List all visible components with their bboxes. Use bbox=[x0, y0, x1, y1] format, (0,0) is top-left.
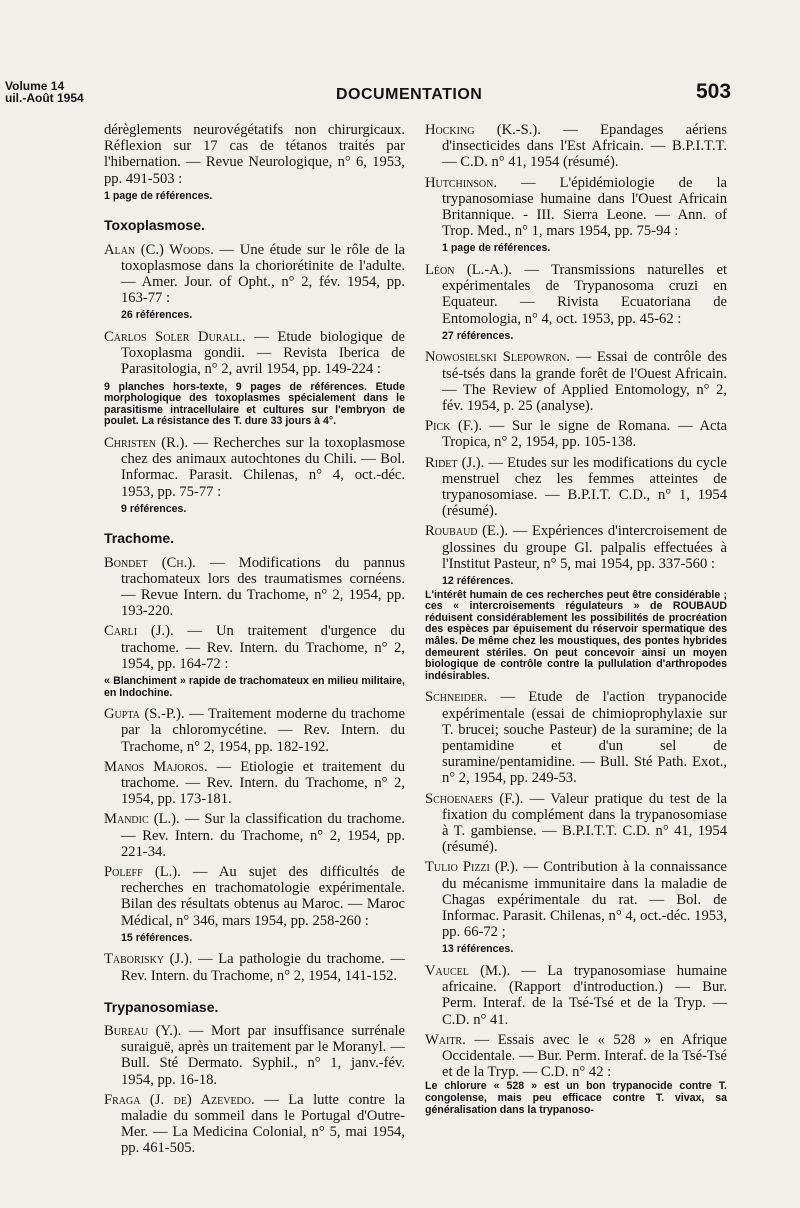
bibliography-entry bbox=[104, 1092, 405, 1157]
left-column bbox=[104, 122, 405, 1161]
entry-author: Carlos Soler Durall. bbox=[104, 329, 246, 346]
entry-text: — Un traitement d'urgence du trachome. — Rev. Intern. du Trachome, n° 2, 1954, pp. 164-72 : bbox=[121, 623, 405, 672]
entry-author: Gupta (S.-P.). bbox=[104, 706, 185, 723]
entry-author: Alan (C.) Woods. bbox=[104, 241, 214, 258]
entry-author: Nowosielski Slepowron. bbox=[425, 349, 571, 366]
issue-date: uil.-Août 1954 bbox=[5, 91, 84, 105]
section-heading: Trachome. bbox=[104, 530, 175, 547]
page-header bbox=[0, 0, 800, 110]
entry-text: — Essais avec le « 528 » en Afrique Occidentale. — Bur. Perm. Interaf. de la Tsé-Tsé et de la Tryp. — C.D. n° 42 : bbox=[442, 1031, 727, 1081]
entry-text: — Sur le signe de Romana. — Acta Tropica, n° 2, 1954, pp. 105-138. bbox=[442, 418, 728, 451]
entry-author: Manos Majoros. bbox=[104, 758, 208, 775]
bibliography-entry bbox=[425, 859, 727, 940]
entry-author: Vaucel (M.). bbox=[425, 963, 511, 980]
bibliography-entry bbox=[104, 864, 405, 929]
bibliography-entry bbox=[425, 523, 727, 572]
entry-author: Roubaud (E.). bbox=[425, 523, 509, 540]
bibliography-entry bbox=[425, 349, 727, 414]
entry-text: — Etiologie et traitement du trachome. — Rev. Intern. du Trachome, n° 2, 1954, pp. 173-181. bbox=[121, 758, 405, 808]
entry-note: 9 planches hors-texte, 9 pages de références. Etude morphologique des toxoplasmes spécialement dans le parasitisme intracellulaire et cultures sur l'embryon de poulet. La résistance des T. dure 33 jours à 4°. bbox=[104, 380, 405, 428]
section-heading: Trypanosomiase. bbox=[104, 998, 219, 1015]
entry-author: Léon (L.-A.). bbox=[425, 262, 512, 279]
bibliography-entry bbox=[425, 122, 727, 171]
entry-text: — Modifications du pannus trachomateux lors des traumatismes cornéens. — Revue Intern. du Trachome, n° 2, 1954, pp. 193-220. bbox=[121, 554, 405, 620]
entry-abstract: L'intérêt humain de ces recherches peut être considérable ; ces « intercroisements régulateurs » de ROUBAUD réduisent considérablement les possibilités de procréation des espèces par épuisement du réservoir spermatique des mâles. De même chez les moustiques, des pontes hybrides demeurent stériles. On peut concevoir ainsi un moyen biologique de contrôle contre la pullulation d'arthropodes indésirables. bbox=[425, 588, 727, 682]
entry-author: Ridet (J.). bbox=[425, 454, 485, 471]
entry-author: Hocking (K.-S.). bbox=[425, 122, 541, 138]
bibliography-entry bbox=[425, 963, 727, 1028]
entry-author: Christen (R.). bbox=[104, 435, 189, 451]
section-heading: Toxoplasmose. bbox=[104, 217, 205, 234]
entry-note: 1 page de références. bbox=[104, 189, 213, 202]
entry-text: — Au sujet des difficultés de recherches en trachomatologie expérimentale. Bilan des résultats obtenus au Maroc. — Maroc Médical, n° 346, mars 1954, pp. 258-260 : bbox=[121, 864, 405, 929]
entry-note: 27 références. bbox=[442, 329, 514, 342]
entry-text: — La trypanosomiase humaine africaine. (Rapport d'introduction.) — Bur. Perm. Interaf. de la Tsé-Tsé et de la Tryp. — C.D. n° 41. bbox=[442, 963, 727, 1028]
entry-author: Schneider. bbox=[425, 689, 488, 706]
bibliography-entry bbox=[104, 706, 405, 755]
entry-author: Bureau (Y.). bbox=[104, 1023, 182, 1040]
entry-text: — Traitement moderne du trachome par la chloromycétine. — Rev. Intern. du Trachome, n° 2, 1954, pp. 182-192. bbox=[121, 706, 406, 755]
entry-text: — La pathologie du trachome. — Rev. Intern. du Trachome, n° 2, 1954, 141-152. bbox=[121, 951, 405, 984]
bibliography-entry bbox=[425, 455, 727, 520]
entry-text: — Recherches sur la toxoplasmose chez des animaux autochtones du Chili. — Bol. Informac. Parasit. Chilenas, n° 4, oct.-déc. 1953, pp. 75-77 : bbox=[121, 435, 406, 500]
entry-note: 12 références. bbox=[442, 575, 514, 588]
entry-text: — Sur la classification du trachome. — Rev. Intern. du Trachome, n° 2, 1954, pp. 221-34. bbox=[121, 811, 405, 860]
bibliography-entry bbox=[425, 689, 727, 786]
entry-text: — Valeur pratique du test de la fixation du complément dans la trypanosomiase à T. gambiense. — B.P.I.T.T. C.D. n° 41, 1954 (résumé). bbox=[442, 790, 727, 856]
entry-author: Tulio Pizzi (P.). bbox=[425, 859, 519, 876]
entry-note: Le chlorure « 528 » est un bon trypanocide contre T. congolense, mais peu efficace contre T. vivax, sa généralisation dans la trypanoso- bbox=[425, 1080, 727, 1116]
entry-text: — L'épidémiologie de la trypanosomiase humaine dans l'Ouest Africain Britannique. - III. Sierra Leone. — Ann. of Trop. Med., n° 1, mars 1954, pp. 75-94 : bbox=[442, 174, 727, 240]
bibliography-entry bbox=[425, 791, 727, 856]
entry-text: — Etude biologique de Toxoplasma gondii. — Revista Iberica de Parasitologia, n° 2, avril 1954, pp. 149-224 : bbox=[121, 329, 405, 378]
right-column bbox=[425, 122, 727, 1123]
bibliography-entry bbox=[104, 435, 405, 500]
bibliography-entry bbox=[104, 623, 405, 672]
bibliography-entry bbox=[104, 759, 405, 808]
running-title: DOCUMENTATION bbox=[336, 86, 483, 103]
bibliography-entry bbox=[425, 262, 727, 327]
entry-note: « Blanchiment » rapide de trachomateux en milieu militaire, en Indochine. bbox=[104, 675, 405, 699]
entry-author: Carli (J.). bbox=[104, 623, 174, 640]
entry-text: — Mort par insuffisance surrénale suraiguë, après un traitement par le Moranyl. — Bull. Sté Dermato. Syphil., n° 1, janv.-fév. 1954, pp. 16-18. bbox=[121, 1023, 405, 1088]
entry-author: Fraga (J. de) Azevedo. bbox=[104, 1091, 255, 1108]
bibliography-entry bbox=[104, 951, 405, 983]
volume-info bbox=[5, 80, 84, 104]
entry-author: Hutchinson. bbox=[425, 174, 497, 191]
entry-text: — Contribution à la connaissance du mécanisme immunitaire dans la maladie de Chagas expérimentale du rat. — Bol. de Informac. Parasit. Chilenas, n° 4, oct.-déc. 1953, pp. 66-72 ; bbox=[442, 859, 727, 941]
entry-text: — Essai de contrôle des tsé-tsés dans la grande forêt de l'Ouest Africain. — The Review of Applied Entomology, n° 2, fév. 1954, p. 25 (analyse). bbox=[442, 349, 727, 415]
bibliography-entry bbox=[104, 1023, 405, 1088]
continued-entry: dérèglements neurovégétatifs non chirurgicaux. Réflexion sur 17 cas de tétanos traités par l'hibernation. — Revue Neurologique, n° 6, 1953, pp. 491-503 : bbox=[104, 122, 405, 187]
entry-author: Poleff (L.). bbox=[104, 864, 181, 881]
bibliography-entry bbox=[425, 418, 727, 450]
page-number: 503 bbox=[696, 80, 732, 103]
entry-author: Pick (F.). bbox=[425, 418, 482, 435]
entry-text: — Transmissions naturelles et expérimentales de Trypanosoma cruzi en Equateur. — Rivista Ecuatoriana de Entomologia, n° 4, oct. 1953, pp. 45-62 : bbox=[442, 262, 727, 327]
bibliography-entry bbox=[104, 555, 405, 620]
entry-author: Waitr. bbox=[425, 1031, 466, 1048]
entry-text: — Expériences d'intercroisement de glossines du groupe Gl. palpalis effectuées à l'Institut Pasteur, n° 5, mai 1954, pp. 337-560 : bbox=[442, 523, 727, 572]
entry-text: — Epandages aériens d'insecticides dans l'Est Africain. — B.P.I.T.T. — C.D. n° 41, 1954 (résumé). bbox=[442, 122, 727, 171]
volume-number: Volume 14 bbox=[5, 79, 65, 93]
entry-note: 15 références. bbox=[121, 931, 193, 944]
entry-author: Bondet (Ch.). bbox=[104, 554, 196, 571]
bibliography-entry bbox=[425, 175, 727, 240]
bibliography-entry bbox=[104, 329, 405, 378]
entry-author: Mandic (L.). bbox=[104, 811, 180, 828]
entry-author: Taborisky (J.). bbox=[104, 951, 193, 968]
bibliography-entry bbox=[425, 1032, 727, 1081]
entry-note: 26 références. bbox=[121, 309, 193, 322]
entry-text: — Une étude sur le rôle de la toxoplasmose dans la choriorétinite de l'adulte. — Amer. Jour. of Opht., n° 2, fév. 1954, pp. 163-77 : bbox=[121, 241, 405, 307]
entry-author: Schoenaers (F.). bbox=[425, 790, 524, 807]
bibliography-entry bbox=[104, 811, 405, 860]
entry-note: 9 références. bbox=[121, 502, 187, 515]
entry-text: — Etudes sur les modifications du cycle menstruel chez les femmes atteintes de trypanosomiase. — B.P.I.T. C.D., n° 1, 1954 (résumé). bbox=[442, 454, 727, 520]
entry-note: 13 références. bbox=[442, 943, 514, 956]
entry-text: — Etude de l'action trypanocide expérimentale (essai de chimioprophylaxie sur T. brucei; souche Pasteur) de la suramine; de la pentamidine et d'un sel de suramine/pentamidine. — Bull. Sté Path. Exot., n° 2, 1954, pp. 249-53. bbox=[442, 689, 728, 787]
entry-note: 1 page de références. bbox=[442, 242, 551, 255]
bibliography-entry bbox=[104, 242, 405, 307]
entry-text: — La lutte contre la maladie du sommeil dans le Portugal d'Outre-Mer. — La Medicina Colonial, n° 5, mai 1954, pp. 461-505. bbox=[121, 1091, 405, 1157]
